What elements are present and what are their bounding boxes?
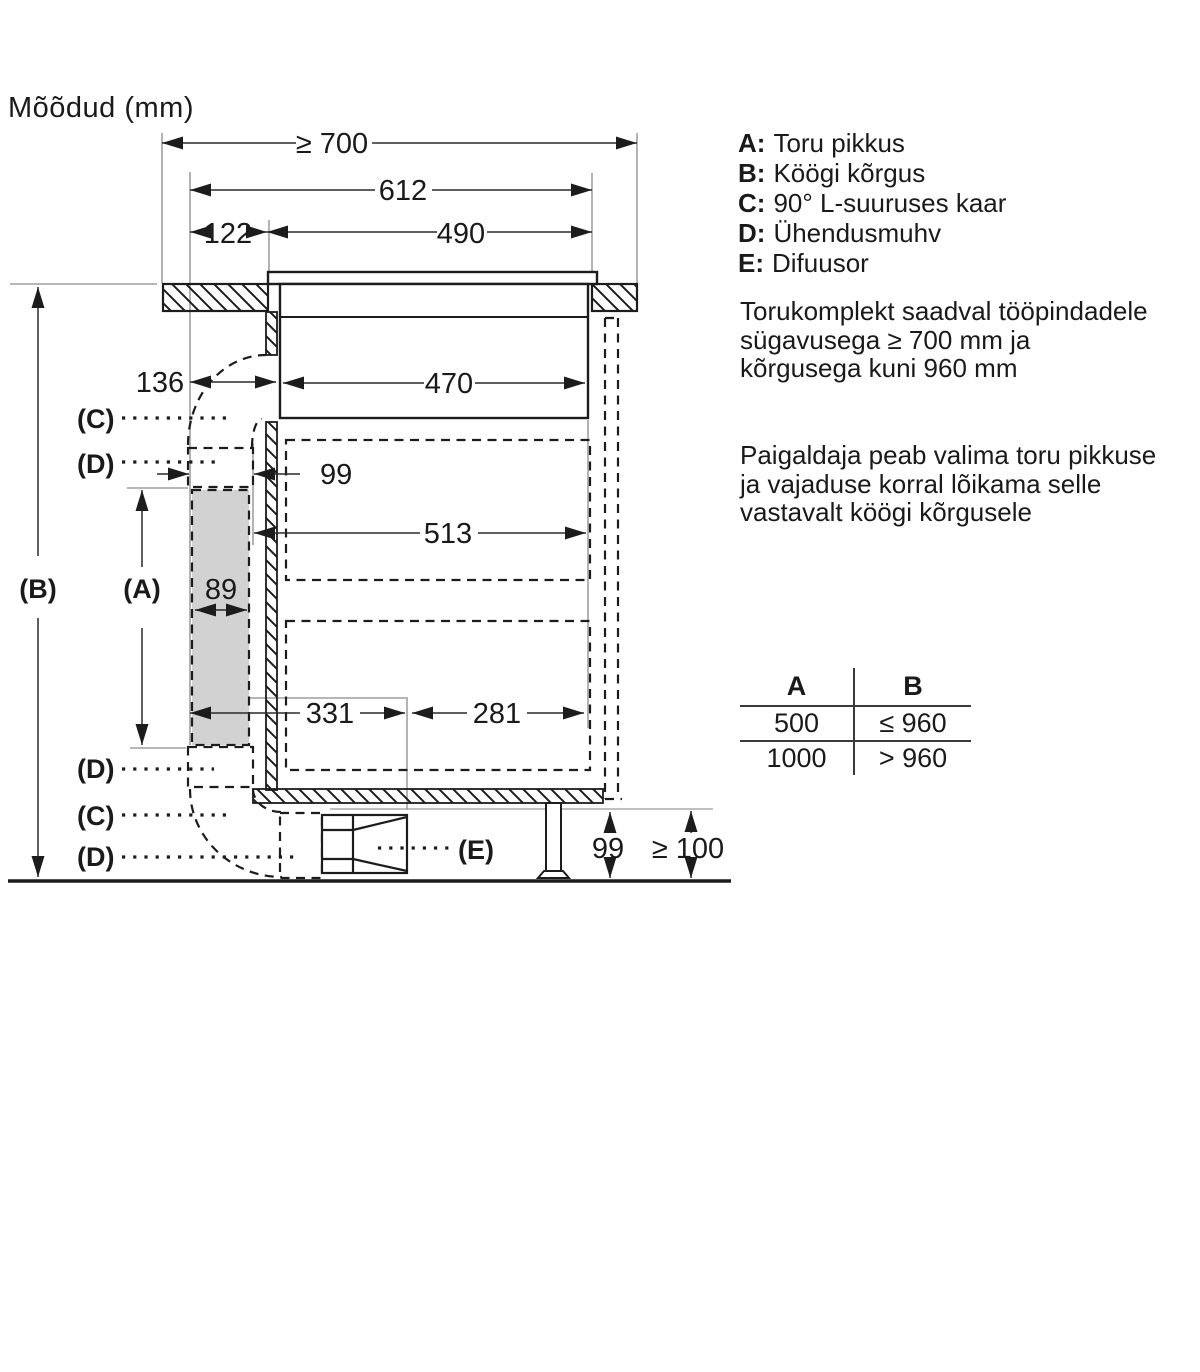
legend-item-e (738, 248, 1006, 278)
dim-100: ≥ 100 (651, 833, 725, 865)
note-installer (740, 441, 1156, 527)
label-b: (B) (19, 574, 57, 604)
elbow-c-top-inner (252, 419, 262, 447)
worktop-right (592, 284, 637, 311)
worktop-left (163, 284, 268, 311)
connector-d-top (188, 448, 253, 487)
note-duct-kit (740, 297, 1148, 383)
page-title: Mõõdud (mm) (8, 92, 194, 124)
connector-d-bottom (280, 813, 322, 878)
note-line: sügavusega ≥ 700 mm ja (740, 324, 1031, 355)
table-header-a: A (740, 668, 854, 706)
table-cell: ≤ 960 (854, 706, 971, 741)
cabinet-leg-foot (538, 871, 569, 878)
label-a: (A) (123, 574, 161, 604)
dim-99-bottom: 99 (591, 833, 625, 865)
legend-item-c (738, 188, 1006, 218)
legend-item-d (738, 218, 1006, 248)
dim-122: 122 (203, 218, 253, 250)
note-line: Paigaldaja peab valima toru pikkuse (740, 440, 1157, 470)
rear-channel-dashed (605, 318, 622, 799)
note-line: Torukomplekt saadval tööpindadele (740, 296, 1148, 326)
table-cell: 500 (740, 706, 854, 741)
label-c-bottom: (C) (77, 801, 115, 831)
legend-key: B: (738, 158, 766, 188)
dim-700: ≥ 700 (295, 128, 369, 160)
connector-d-middle (188, 747, 253, 787)
legend-item-a (738, 128, 1006, 158)
legend-item-b (738, 158, 1006, 188)
note-line: ja vajaduse korral lõikama selle (740, 468, 1102, 499)
legend-key: C: (738, 188, 766, 218)
legend-label: Köögi kõrgus (773, 158, 926, 188)
installation-diagram (0, 0, 740, 900)
legend-key: E: (738, 248, 764, 278)
table-header-row (740, 668, 971, 706)
legend-key: D: (738, 218, 766, 248)
table-cell: > 960 (878, 743, 948, 773)
structures (8, 272, 731, 881)
label-d-top: (D) (77, 449, 115, 479)
legend-label: 90° L-suuruses kaar (773, 188, 1007, 218)
hob-glass-top (268, 272, 597, 284)
label-d-mid: (D) (77, 754, 115, 784)
legend-key: A: (738, 128, 766, 158)
dim-490: 490 (436, 218, 486, 250)
cabinet-leg (546, 803, 561, 872)
table-cell: 1000 (740, 741, 854, 775)
dim-612: 612 (378, 175, 428, 207)
hob-clearance-box-lower (286, 621, 590, 770)
legend-label: Ühendusmuhv (773, 218, 942, 248)
legend-label: Difuusor (772, 248, 869, 278)
dim-136: 136 (135, 367, 185, 399)
label-c-top: (C) (77, 404, 115, 434)
dim-89: 89 (204, 574, 238, 606)
dim-331: 331 (305, 698, 355, 730)
diffusor-e (322, 815, 407, 873)
dim-99-top: 99 (320, 459, 353, 491)
table-row (740, 706, 971, 741)
parts-legend (738, 128, 1006, 278)
note-line: kõrgusega kuni 960 mm (740, 353, 1018, 383)
extension-lines (10, 133, 713, 810)
dim-513: 513 (423, 518, 473, 550)
label-e: (E) (458, 835, 494, 865)
dim-281: 281 (472, 698, 522, 730)
worktop-edge-piece (266, 312, 277, 355)
table-header-b: B (854, 668, 971, 706)
table-row (740, 741, 971, 775)
label-d-bottom: (D) (77, 842, 115, 872)
flat-duct-a (192, 490, 249, 745)
legend-label: Toru pikkus (773, 128, 905, 158)
pipe-length-table (740, 668, 971, 775)
cabinet-bottom-shelf (253, 789, 603, 803)
dim-470: 470 (424, 368, 474, 400)
note-line: vastavalt köögi kõrgusele (740, 497, 1032, 527)
dimension-arrowheads (32, 137, 698, 879)
